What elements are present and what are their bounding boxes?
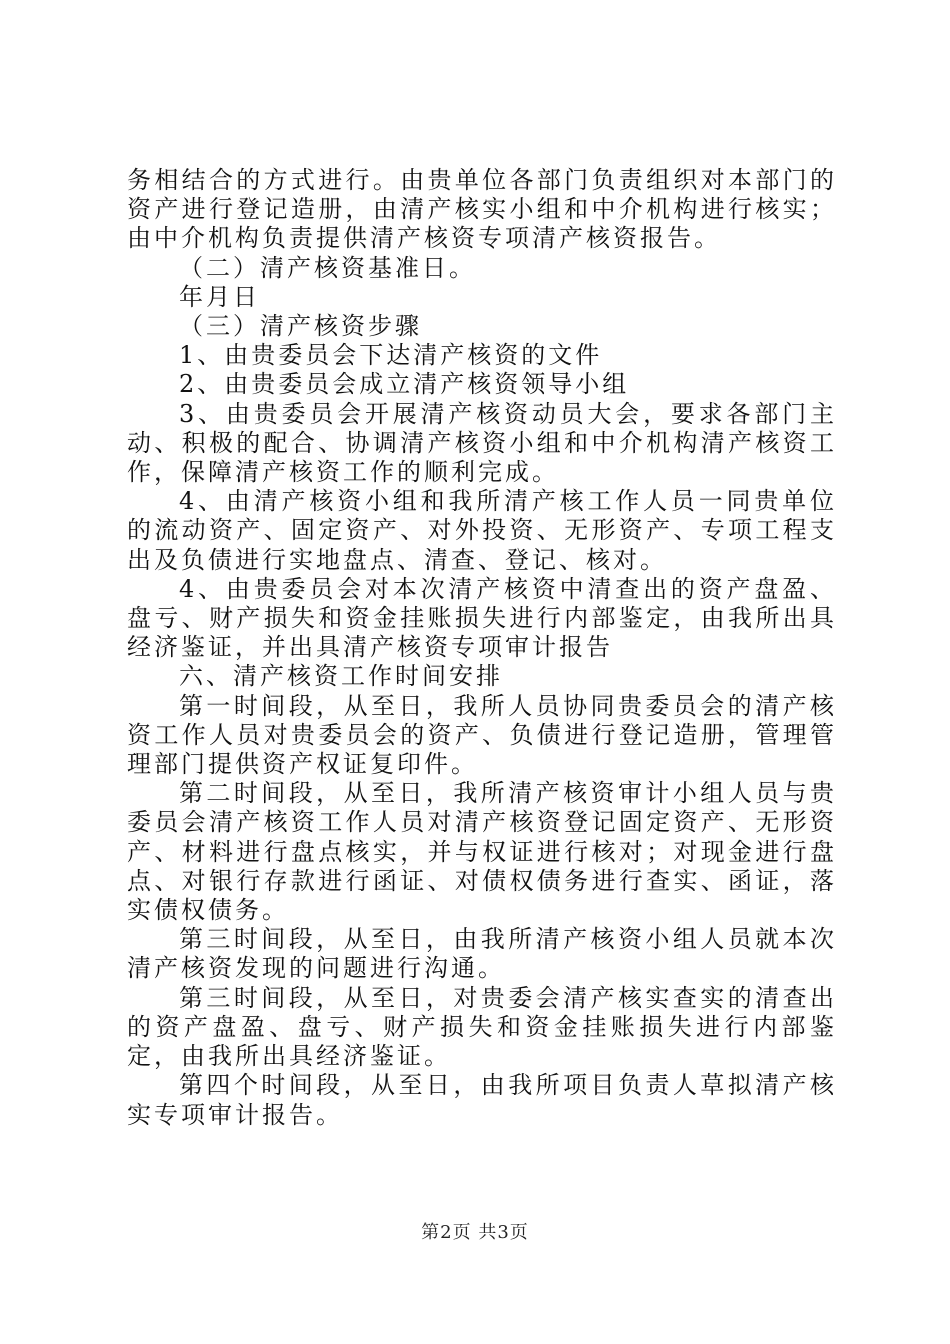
paragraph-step-4b: 4、由贵委员会对本次清产核资中清查出的资产盘盈、盘亏、财产损失和资金挂账损失进行内部鉴定，由我所出具经济鉴证，并出具清产核资专项审计报告 bbox=[127, 574, 837, 662]
paragraph-step-4: 4、由清产核资小组和我所清产核工作人员一同贵单位的流动资产、固定资产、对外投资、无形资产、专项工程支出及负债进行实地盘点、清查、登记、核对。 bbox=[127, 487, 837, 574]
paragraph-base-date-heading: （二）清产核资基准日。 bbox=[179, 253, 476, 282]
paragraph-period-4: 第四个时间段，从至日，由我所项目负责人草拟清产核实专项审计报告。 bbox=[127, 1071, 837, 1129]
paragraph-continuation: 务相结合的方式进行。由贵单位各部门负责组织对本部门的资产进行登记造册，由清产核实小组和中介机构进行核实；由中介机构负责提供清产核资专项清产核资报告。 bbox=[127, 166, 837, 253]
paragraph-steps-heading: （三）清产核资步骤 bbox=[179, 312, 422, 341]
paragraph-period-1: 第一时间段，从至日，我所人员协同贵委员会的清产核资工作人员对贵委员会的资产、负债进行登记造册，管理管理部门提供资产权证复印件。 bbox=[127, 691, 837, 779]
paragraph-step-2: 2、由贵委员会成立清产核资领导小组 bbox=[179, 370, 630, 399]
page-number-footer: 第2页 共3页 bbox=[421, 1222, 529, 1243]
paragraph-period-3b: 第三时间段，从至日，对贵委会清产核实查实的清查出的资产盘盈、盘亏、财产损失和资金挂账损失进行内部鉴定，由我所出具经济鉴证。 bbox=[127, 983, 837, 1071]
paragraph-step-3: 3、由贵委员会开展清产核资动员大会，要求各部门主动、积极的配合、协调清产核资小组和中介机构清产核资工作，保障清产核资工作的顺利完成。 bbox=[127, 399, 837, 487]
paragraph-period-3: 第三时间段，从至日，由我所清产核资小组人员就本次清产核资发现的问题进行沟通。 bbox=[127, 925, 837, 983]
paragraph-period-2: 第二时间段，从至日，我所清产核资审计小组人员与贵委员会清产核资工作人员对清产核资登记固定资产、无形资产、材料进行盘点核实，并与权证进行核对；对现金进行盘点、对银行存款进行函证、对债权债务进行查实、函证，落实债权债务。 bbox=[127, 779, 837, 925]
paragraph-schedule-heading: 六、清产核资工作时间安排 bbox=[179, 662, 503, 691]
paragraph-step-1: 1、由贵委员会下达清产核资的文件 bbox=[179, 341, 603, 370]
paragraph-base-date: 年月日 bbox=[179, 282, 260, 311]
document-body bbox=[127, 166, 837, 1130]
